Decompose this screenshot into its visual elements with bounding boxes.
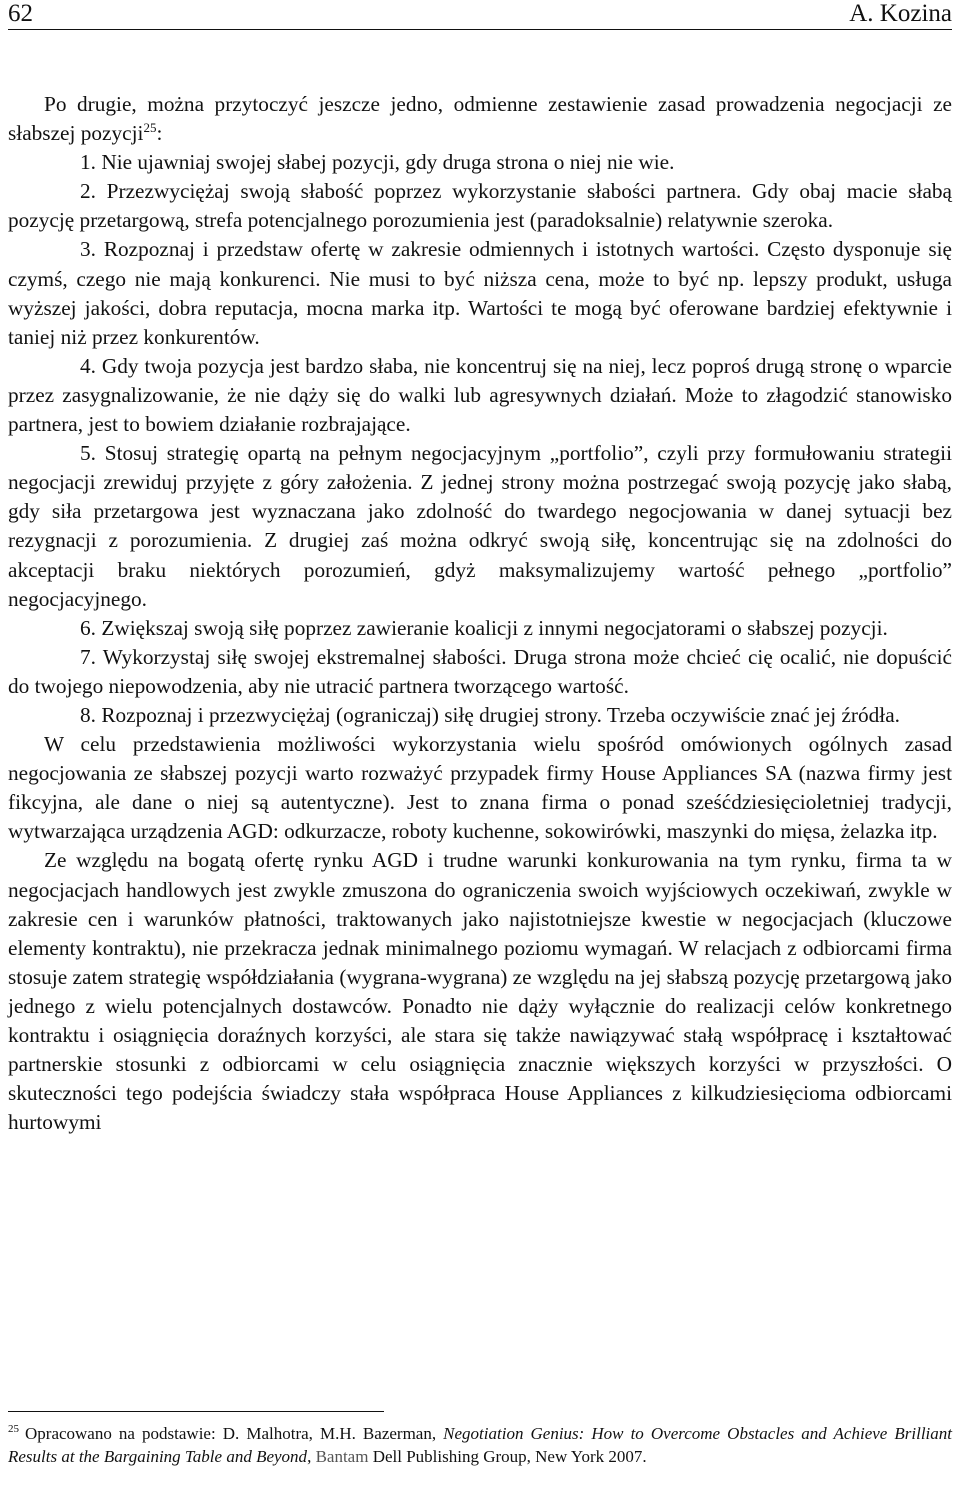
footnote-book-title: Negotiation Genius: How to Overcome Obstacles and Achieve Brilliant Results at the Bargaining Table and Beyond — [8, 1424, 953, 1466]
intro-colon: : — [156, 121, 163, 146]
page-number: 62 — [8, 0, 33, 27]
body-paragraph: W celu przedstawienia możliwości wykorzystania wielu spośród omówionych ogólnych zasad negocjowania ze słabszej pozycji warto rozważyć przypadek firmy House Appliances SA (nazwa firmy jest fikcyjna, ale dane o niej są autentyczne). Jest to znana firma o ponad sześćdziesięcioletniej tradycji, wytwarzająca urządzenia AGD: odkurzacze, roboty kuchenne, sokowirówki, maszynki do mięsa, żelazka itp. — [8, 732, 952, 844]
list-item-number: 1. — [80, 150, 96, 175]
footnote-reference[interactable]: 25 — [143, 120, 157, 135]
list-item — [8, 352, 952, 439]
list-item-text: Rozpoznaj i przezwyciężaj (ograniczaj) siłę drugiej strony. Trzeba oczywiście znać jej źródła. — [101, 702, 900, 727]
list-item-number: 4. — [80, 353, 96, 378]
list-item-number: 5. — [80, 441, 96, 466]
footnote-lead: Opracowano na podstawie: D. Malhotra, M.H. Bazerman, — [25, 1424, 437, 1443]
list-item — [8, 701, 952, 730]
footnote — [8, 1422, 952, 1468]
footnote-publisher-a: Bantam — [315, 1447, 369, 1466]
body-paragraph: Ze względu na bogatą ofertę rynku AGD i trudne warunki konkurowania na tym rynku, firma ta w negocjacjach handlowych jest zwykle zmuszona do ograniczenia swoich wyjściowych oczekiwań, zwykle w zakresie cen i warunków płatności, traktowanych jako najistotniejsze kwestie w negocjacjach (kluczowe elementy kontraktu), nie przekracza jednak minimalnego poziomu wymagań. W relacjach z odbiorcami firma stosuje zatem strategię współdziałania (wygrana-wygrana) ze względu na jej słabszą pozycję przetargową jako jednego z wielu potencjalnych dostawców. Ponadto nie dąży wyłącznie do realizacji celów konkretnego kontraktu i osiągnięcia doraźnych korzyści, ale stara się także nawiązywać stałą współpracę i kształtować partnerskie stosunki z odbiorcami w celu osiągnięcia znacznie większych korzyści w przyszłości. O skuteczności tego podejścia świadczy stała współpraca House Appliances z kilkudziesięcioma odbiorcami hurtowymi — [8, 848, 952, 1135]
list-item — [8, 643, 952, 701]
list-item-text: Nie ujawniaj swojej słabej pozycji, gdy druga strona o niej nie wie. — [101, 150, 675, 175]
list-item-text: Wykorzystaj siłę swojej ekstremalnej słabości. Druga strona może chcieć cię ocalić, nie dopuścić do twojego niepowodzenia, aby nie utracić partnera tworzącego wartość. — [8, 644, 952, 698]
list-item-number: 6. — [80, 615, 96, 640]
list-item-text: Przezwyciężaj swoją słabość poprzez wykorzystanie słabości partnera. Gdy obaj macie słabą pozycję przetargową, strefa potencjalnego porozumienia jest (paradoksalnie) relatywnie szeroka. — [8, 179, 953, 233]
footnote-publisher-b: Dell Publishing Group, New York 2007. — [372, 1447, 647, 1466]
intro-text: Po drugie, można przytoczyć jeszcze jedno, odmienne zestawienie zasad prowadzenia negocjacji ze słabszej pozycji — [8, 92, 952, 146]
list-item-number: 2. — [80, 179, 96, 204]
list-item — [8, 148, 952, 177]
footnote-divider — [8, 1411, 384, 1412]
list-item — [8, 614, 952, 643]
running-head: A. Kozina — [849, 0, 952, 27]
list-item — [8, 235, 952, 351]
list-item-text: Zwiększaj swoją siłę poprzez zawieranie koalicji z innymi negocjatorami o słabszej pozycji. — [101, 615, 888, 640]
list-item — [8, 439, 952, 614]
list-item — [8, 177, 952, 235]
footnote-mark: 25 — [8, 1423, 19, 1436]
list-item-number: 3. — [80, 237, 96, 262]
page-header — [8, 0, 952, 30]
list-item-number: 7. — [80, 644, 96, 669]
list-item-text: Rozpoznaj i przedstaw ofertę w zakresie odmiennych i istotnych wartości. Często dysponuje się czymś, czego nie mają konkurenci. Nie musi to być niższa cena, może to być np. lepszy produkt, usługa wyższej jakości, dobra reputacja, mocna marka itp. Wartości te mogą być oferowane bardziej efektywnie i taniej niż przez konkurentów. — [8, 237, 952, 349]
list-item-text: Stosuj strategię opartą na pełnym negocjacyjnym „portfolio”, czyli przy formułowaniu strategii negocjacji zrewiduj przyjęte z góry założenia. Z jednej strony można postrzegać swoją pozycję jako słabą, gdy siła przetargowa jest wyznaczana jako zdolność do twardego negocjowania w danej sytuacji bez rezygnacji z porozumienia. Z drugiej zaś można odkryć swoją siłę, koncentrując się na zdolności do akceptacji braku niektórych porozumień, gdyż maksymalizujemy wartość pełnego „portfolio” negocjacyjnego. — [8, 441, 952, 611]
intro-paragraph — [8, 90, 952, 148]
main-text — [8, 90, 952, 1137]
list-item-text: Gdy twoja pozycja jest bardzo słaba, nie koncentruj się na niej, lecz poproś drugą stronę o wparcie przez zasygnalizowanie, że nie dąży się do walki lub agresywnych działań. Może to złagodzić stanowisko partnera, jest to bowiem działanie rozbrajające. — [8, 353, 953, 437]
footnote-separator: , — [307, 1447, 312, 1466]
list-item-number: 8. — [80, 702, 96, 727]
document-page — [8, 0, 953, 1466]
